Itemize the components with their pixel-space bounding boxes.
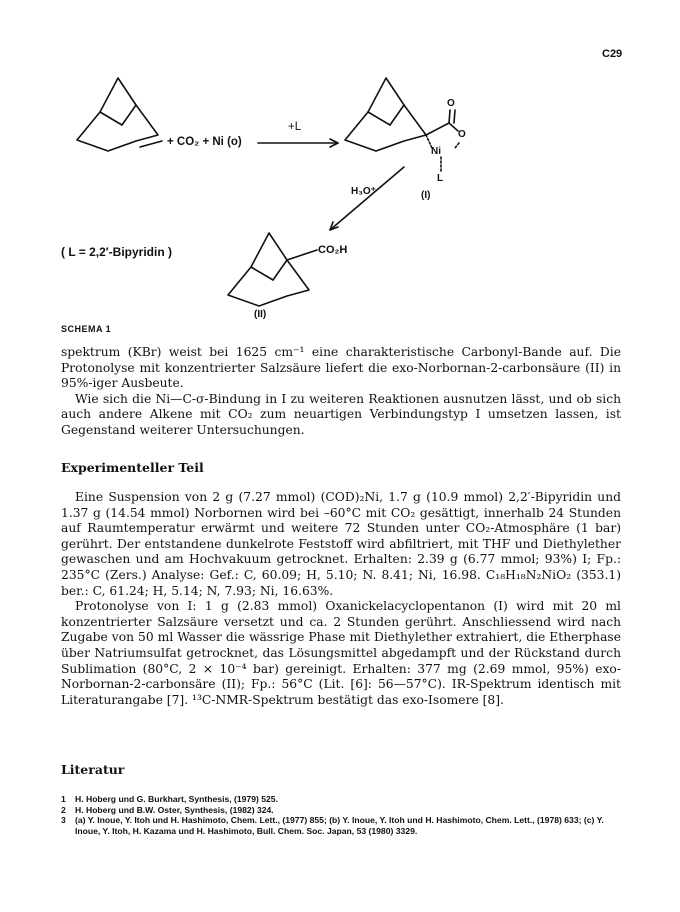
- reference-number: 2: [61, 804, 66, 815]
- reference-text: H. Hoberg und B.W. Oster, Synthesis, (1982) 324.: [75, 804, 274, 815]
- scheme-caption: SCHEMA 1: [61, 324, 112, 334]
- scheme-structures: [0, 0, 680, 330]
- body-paragraph-1: [61, 345, 621, 439]
- ring-oxygen: O: [458, 129, 466, 140]
- arrow-label: +L: [288, 121, 302, 133]
- compound-I-label: (I): [421, 190, 431, 201]
- nickel-atom: Ni: [431, 146, 441, 157]
- section-heading-literature: Literatur: [61, 762, 125, 777]
- carboxylic-acid-label: CO₂H: [318, 244, 348, 256]
- reference-list: [61, 794, 621, 836]
- h3o-label: H₃O⁺: [351, 186, 376, 197]
- reference-item: [61, 805, 621, 816]
- protonolysis-arrow: [330, 167, 404, 230]
- reaction-arrow: [258, 139, 338, 147]
- paragraph-text: spektrum (KBr) weist bei 1625 cm⁻¹ eine charakteristische Carbonyl-Bande auf. Die Protonolyse mit konzentrierter Salzsäure liefert die exo-Norbornan-2-carbonsäure (II) in 95%-iger Ausbeute.: [61, 345, 621, 391]
- reference-number: 3: [61, 815, 66, 826]
- norbornane-acid-structure: [228, 233, 317, 306]
- norbornene-structure: [77, 78, 162, 151]
- ligand-definition: ( L = 2,2′-Bipyridin ): [61, 245, 173, 259]
- reference-text: H. Hoberg und G. Burkhart, Synthesis, (1979) 525.: [75, 794, 278, 804]
- paragraph-text: Wie sich die Ni—C-σ-Bindung in I zu weiteren Reaktionen ausnutzen lässt, und ob sich auch andere Alkene mit CO₂ zum neuartigen Verbindungstyp I umsetzen lassen, ist Gegenstand weiterer Untersuchungen.: [61, 391, 621, 437]
- reference-item: [61, 815, 621, 836]
- experimental-paragraph: [61, 490, 621, 708]
- reagents-label: + CO₂ + Ni (o): [167, 136, 242, 148]
- paragraph-text: Protonolyse von I: 1 g (2.83 mmol) Oxanickelacyclopentanon (I) wird mit 20 ml konzentrierter Salzsäure versetzt und ca. 2 Stunden gerührt. Anschliessend wird nach Zugabe von 50 ml Wasser die wässrige Phase mit Diethylether extrahiert, die Etherphase über Natriumsulfat getrocknet, das Lösungsmittel abgedampft und der Rückstand durch Sublimation (80°C, 2 × 10⁻⁴ bar) gereinigt. Erhalten: 377 mg (2.69 mmol, 95%) exo-Norbornan-2-carbonsäre (II); Fp.: 56°C (Lit. [6]: 56—57°C). IR-Spektrum identisch mit Literaturangabe [7]. ¹³C-NMR-Spektrum bestätigt das exo-Isomere [8].: [61, 599, 621, 707]
- paragraph-text: Eine Suspension von 2 g (7.27 mmol) (COD)₂Ni, 1.7 g (10.9 mmol) 2,2′-Bipyridin und 1.37 g (14.54 mmol) Norbornen wird bei –60°C mit CO₂ gesättigt, innerhalb 24 Stunden auf Raumtemperatur erwärmt und weitere 72 Stunden unter CO₂-Atmosphäre (1 bar) gerührt. Der entstandene dunkelrote Feststoff wird abfiltriert, mit THF und Diethylether gewaschen und am Hochvakuum getrocknet. Erhalten: 2.39 g (6.77 mmol; 93%) I; Fp.: 235°C (Zers.) Analyse: Gef.: C, 60.09; H, 5.10; N. 8.41; Ni, 16.98. C₁₈H₁₈N₂NiO₂ (353.1) ber.: C, 61.24; H, 5.14; N, 7.93; Ni, 16.63%.: [61, 490, 621, 598]
- reaction-scheme: [0, 0, 680, 330]
- compound-II-label: (II): [254, 309, 267, 320]
- carbonyl-oxygen: O: [447, 98, 455, 109]
- ligand-label: L: [437, 173, 444, 184]
- oxanickelacycle-structure: [345, 78, 459, 172]
- section-heading-experimental: Experimenteller Teil: [61, 460, 204, 475]
- reference-number: 1: [61, 794, 66, 804]
- reference-item: [61, 794, 621, 805]
- page-number: C29: [602, 48, 623, 60]
- reference-text: (a) Y. Inoue, Y. Itoh und H. Hashimoto, Chem. Lett., (1977) 855; (b) Y. Inoue, Y. Itoh und H. Hashimoto, Chem. Lett., (1978) 633; (c) Y. Inoue, Y. Itoh, H. Kazama und H. Hashimoto, Bull. Chem. Soc. Japan, 53 (1980) 3329.: [75, 815, 604, 836]
